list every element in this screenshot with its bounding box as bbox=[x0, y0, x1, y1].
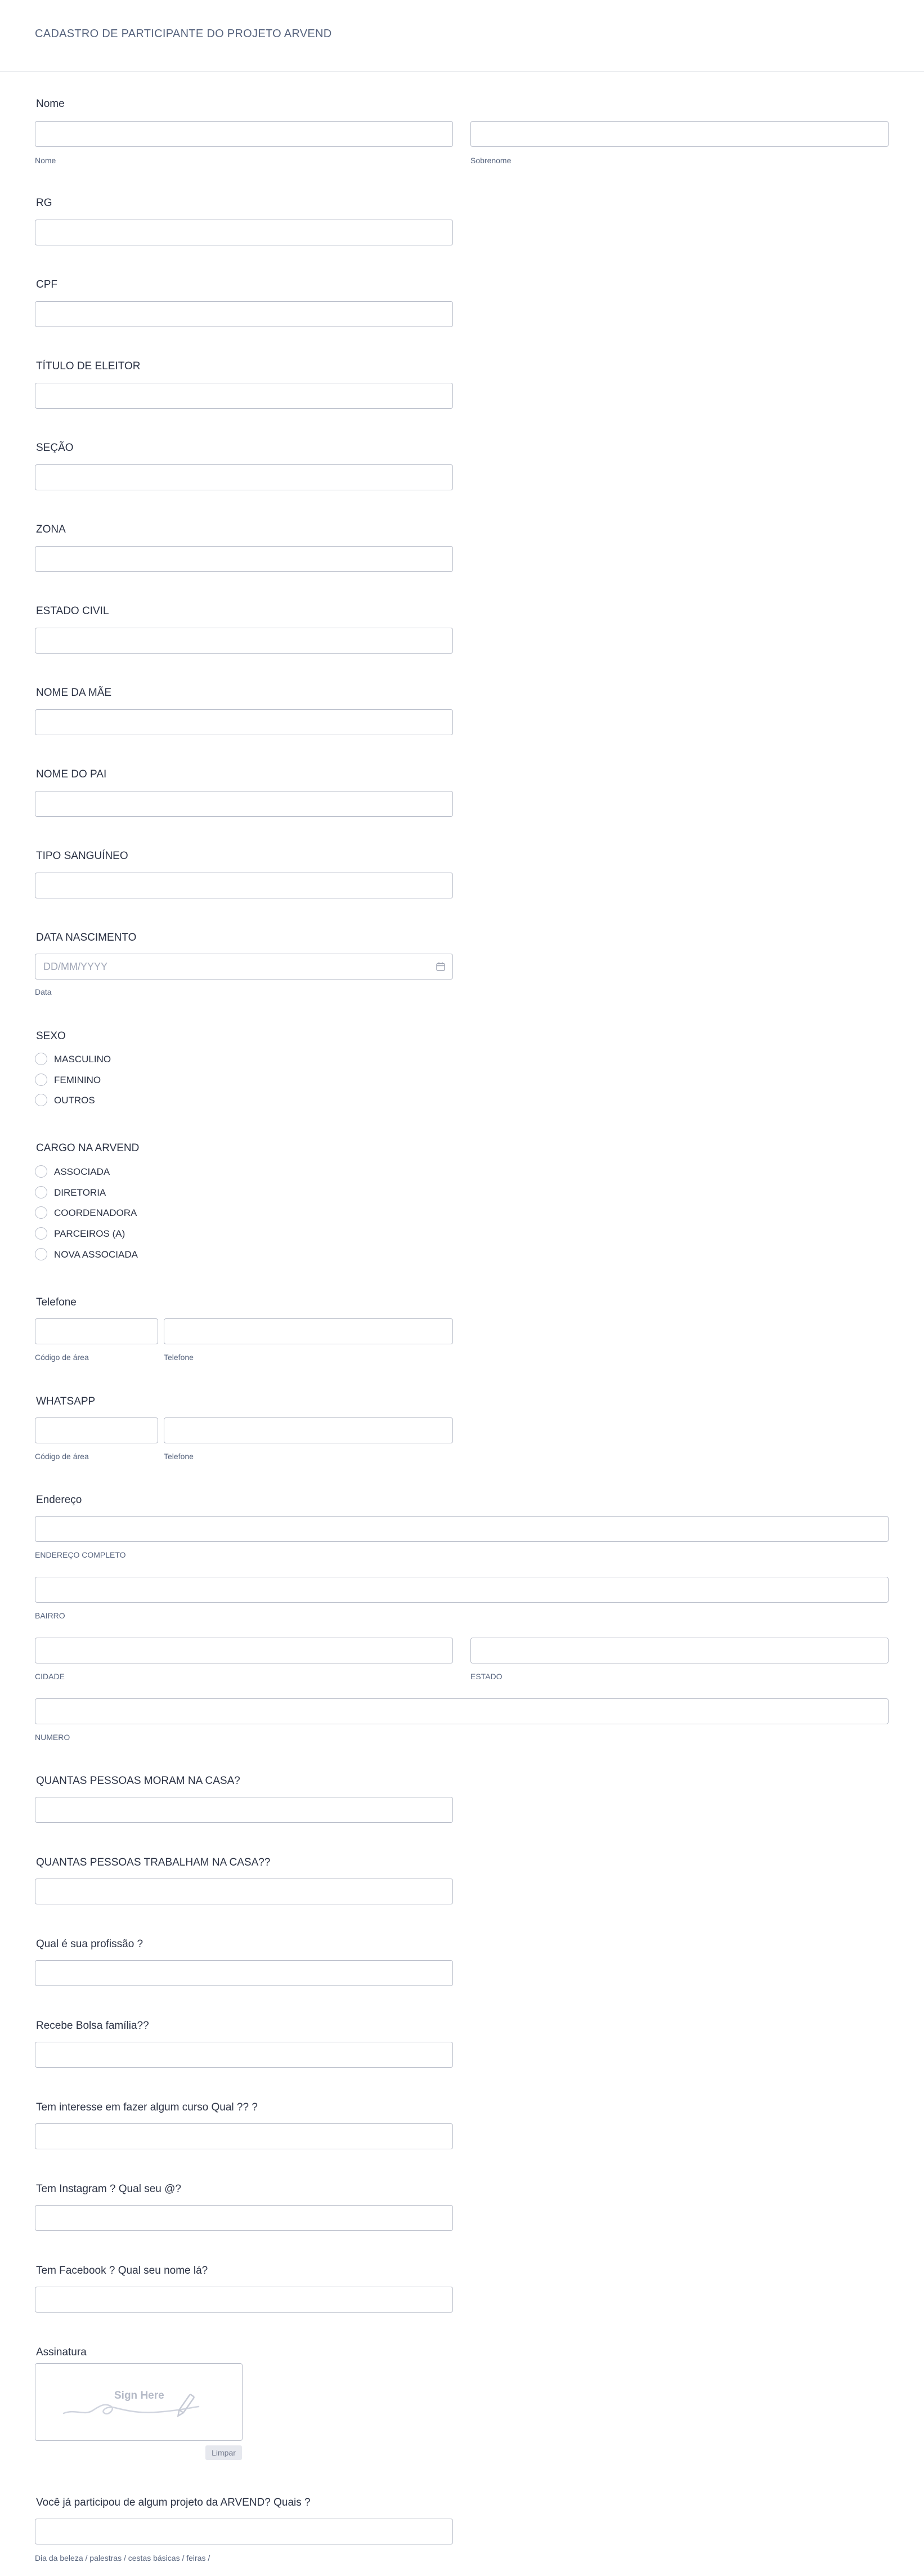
signature-label: Assinatura bbox=[36, 2346, 87, 2358]
neighborhood-sublabel: BAIRRO bbox=[35, 1611, 65, 1620]
signature-placeholder: Sign Here bbox=[114, 2390, 164, 2401]
instagram-input[interactable] bbox=[35, 2205, 453, 2231]
father-name-label: NOME DO PAI bbox=[36, 768, 107, 780]
radio-label: ASSOCIADA bbox=[54, 1166, 110, 1177]
form-title: CADASTRO DE PARTICIPANTE DO PROJETO ARVEND bbox=[35, 28, 332, 40]
phone-area-code-input[interactable] bbox=[35, 1318, 158, 1344]
father-name-input[interactable] bbox=[35, 791, 453, 817]
phone-area-code-sublabel: Código de área bbox=[35, 1353, 89, 1362]
birth-date-input[interactable] bbox=[35, 954, 453, 980]
radio-button[interactable] bbox=[35, 1094, 47, 1106]
radio-label: OUTROS bbox=[54, 1095, 95, 1106]
rg-input[interactable] bbox=[35, 220, 453, 245]
zone-label: ZONA bbox=[36, 524, 66, 535]
whatsapp-number-sublabel: Telefone bbox=[164, 1452, 194, 1461]
household-workers-label: QUANTAS PESSOAS TRABALHAM NA CASA?? bbox=[36, 1857, 271, 1868]
radio-label: FEMININO bbox=[54, 1075, 101, 1085]
project-participation-input[interactable] bbox=[35, 2519, 453, 2544]
state-input[interactable] bbox=[470, 1638, 889, 1663]
state-sublabel: ESTADO bbox=[470, 1672, 503, 1681]
radio-button[interactable] bbox=[35, 1053, 47, 1065]
voter-id-input[interactable] bbox=[35, 383, 453, 409]
sex-label: SEXO bbox=[36, 1030, 66, 1042]
first-name-sublabel: Nome bbox=[35, 156, 56, 165]
neighborhood-input[interactable] bbox=[35, 1577, 889, 1603]
address-label: Endereço bbox=[36, 1494, 82, 1506]
radio-button[interactable] bbox=[35, 1227, 47, 1240]
radio-button[interactable] bbox=[35, 1248, 47, 1260]
course-interest-input[interactable] bbox=[35, 2123, 453, 2149]
radio-button[interactable] bbox=[35, 1165, 47, 1178]
number-sublabel: NUMERO bbox=[35, 1733, 70, 1742]
signature-pad[interactable] bbox=[35, 2363, 243, 2441]
section-label: SEÇÃO bbox=[36, 442, 74, 454]
phone-number-sublabel: Telefone bbox=[164, 1353, 194, 1362]
whatsapp-area-code-sublabel: Código de área bbox=[35, 1452, 89, 1461]
facebook-input[interactable] bbox=[35, 2287, 453, 2313]
city-sublabel: CIDADE bbox=[35, 1672, 65, 1681]
radio-label: COORDENADORA bbox=[54, 1208, 137, 1218]
household-size-input[interactable] bbox=[35, 1797, 453, 1823]
bolsa-familia-input[interactable] bbox=[35, 2042, 453, 2068]
project-participation-label: Você já participou de algum projeto da ARVEND? Quais ? bbox=[36, 2497, 311, 2508]
whatsapp-area-code-input[interactable] bbox=[35, 1417, 158, 1443]
last-name-sublabel: Sobrenome bbox=[470, 156, 512, 165]
role-label: CARGO NA ARVEND bbox=[36, 1142, 140, 1154]
cpf-label: CPF bbox=[36, 279, 57, 290]
city-input[interactable] bbox=[35, 1638, 453, 1663]
cpf-input[interactable] bbox=[35, 301, 453, 327]
birth-date-label: DATA NASCIMENTO bbox=[36, 932, 137, 943]
phone-number-input[interactable] bbox=[164, 1318, 453, 1344]
full-address-sublabel: ENDEREÇO COMPLETO bbox=[35, 1550, 126, 1559]
name-label: Nome bbox=[36, 98, 65, 110]
facebook-label: Tem Facebook ? Qual seu nome lá? bbox=[36, 2265, 208, 2277]
blood-type-input[interactable] bbox=[35, 873, 453, 898]
household-size-label: QUANTAS PESSOAS MORAM NA CASA? bbox=[36, 1775, 240, 1787]
profession-input[interactable] bbox=[35, 1960, 453, 1986]
radio-label: NOVA ASSOCIADA bbox=[54, 1249, 138, 1260]
full-address-input[interactable] bbox=[35, 1516, 889, 1542]
whatsapp-label: WHATSAPP bbox=[36, 1396, 96, 1407]
radio-label: DIRETORIA bbox=[54, 1187, 106, 1198]
marital-status-label: ESTADO CIVIL bbox=[36, 605, 109, 617]
instagram-label: Tem Instagram ? Qual seu @? bbox=[36, 2183, 181, 2195]
mother-name-label: NOME DA MÃE bbox=[36, 687, 112, 699]
clear-signature-button[interactable]: Limpar bbox=[205, 2445, 242, 2460]
calendar-icon[interactable] bbox=[436, 961, 446, 972]
marital-status-input[interactable] bbox=[35, 628, 453, 654]
profession-label: Qual é sua profissão ? bbox=[36, 1938, 143, 1950]
first-name-input[interactable] bbox=[35, 121, 453, 147]
phone-label: Telefone bbox=[36, 1296, 77, 1308]
radio-button[interactable] bbox=[35, 1074, 47, 1086]
voter-id-label: TÍTULO DE ELEITOR bbox=[36, 360, 141, 372]
last-name-input[interactable] bbox=[470, 121, 889, 147]
radio-label: PARCEIROS (A) bbox=[54, 1228, 125, 1239]
birth-date-sublabel: Data bbox=[35, 987, 52, 996]
section-input[interactable] bbox=[35, 464, 453, 490]
whatsapp-number-input[interactable] bbox=[164, 1417, 453, 1443]
project-participation-sublabel: Dia da beleza / palestras / cestas básicas / feiras / bbox=[35, 2553, 210, 2562]
household-workers-input[interactable] bbox=[35, 1879, 453, 1904]
radio-label: MASCULINO bbox=[54, 1054, 111, 1065]
number-input[interactable] bbox=[35, 1698, 889, 1724]
radio-button[interactable] bbox=[35, 1186, 47, 1198]
blood-type-label: TIPO SANGUÍNEO bbox=[36, 850, 128, 862]
zone-input[interactable] bbox=[35, 546, 453, 572]
bolsa-familia-label: Recebe Bolsa família?? bbox=[36, 2020, 149, 2032]
course-interest-label: Tem interesse em fazer algum curso Qual ?? ? bbox=[36, 2101, 258, 2113]
birth-date-placeholder: DD/MM/YYYY bbox=[43, 961, 108, 972]
radio-button[interactable] bbox=[35, 1206, 47, 1219]
form-header bbox=[0, 0, 924, 72]
mother-name-input[interactable] bbox=[35, 709, 453, 735]
rg-label: RG bbox=[36, 197, 52, 209]
